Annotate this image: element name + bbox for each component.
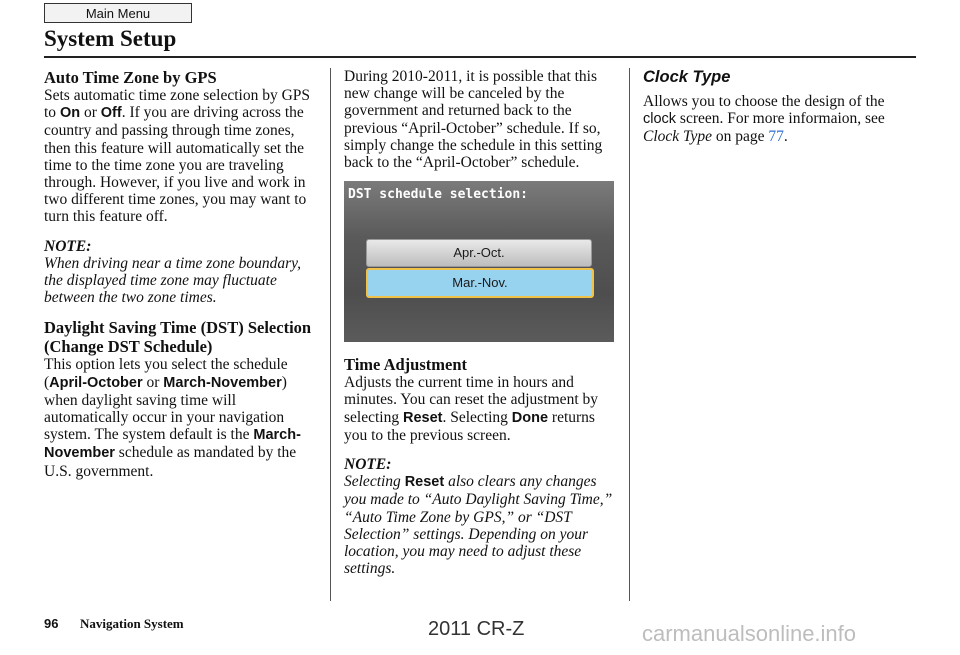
screen-title: DST schedule selection: bbox=[348, 187, 529, 203]
clock-word: clock bbox=[643, 111, 677, 128]
note2-reset: Reset bbox=[404, 474, 445, 491]
option-mar-nov: Mar.-Nov. bbox=[366, 268, 594, 298]
note2-text bbox=[344, 473, 620, 577]
dst-text-2: ) when daylight saving time will automatically occur in your navigation system. The system default is the bbox=[44, 373, 287, 444]
clock-text-1: Allows you to choose the design of the bbox=[643, 93, 885, 110]
clock-text-4: . bbox=[783, 128, 788, 146]
time-text-3: returns you to the previous screen. bbox=[344, 408, 595, 444]
time-done: Done bbox=[511, 409, 549, 426]
model-label: 2011 CR-Z bbox=[428, 618, 525, 640]
gps-text-1: Sets automatic time zone selection by GPS to bbox=[44, 87, 311, 122]
note2-text-2: also clears any changes you made to “Auto Daylight Saving Time,” “Auto Time Zone by GPS,” or “DST Selection” settings. Depending on your location, you may need to adjust these settings. bbox=[344, 473, 613, 578]
column-divider-1 bbox=[330, 68, 331, 601]
time-text-1: Adjusts the current time in hours and minutes. You can reset the adjustment by selecting bbox=[344, 374, 598, 426]
gps-text-2: . If you are driving across the country and passing through time zones, then this feature will automatically set the time to the time zone you are traveling through. However, if you live and work in two different time zones, you may want to turn this feature off. bbox=[44, 104, 307, 226]
clock-text-3: on page bbox=[712, 128, 769, 146]
note-text: When driving near a time zone boundary, the displayed time zone may fluctuate between the two zone times. bbox=[44, 254, 302, 307]
gps-on: On bbox=[59, 105, 81, 122]
dst-intro: During 2010-2011, it is possible that this new change will be canceled by the government and returned back to the previous “April-October” schedule. If so, simply change the schedule in this setting back to the “April-October” schedule. bbox=[344, 68, 603, 172]
gps-or: or bbox=[80, 104, 101, 122]
dst-heading: Daylight Saving Time (DST) Selection (Change DST Schedule) bbox=[44, 318, 312, 357]
clock-text-2: screen. For more informaion, see bbox=[676, 110, 885, 128]
column-2 bbox=[344, 68, 620, 577]
page-title: System Setup bbox=[44, 26, 177, 51]
watermark: carmanualsonline.info bbox=[642, 621, 857, 646]
dst-april-october: April-October bbox=[49, 374, 143, 391]
dst-text-3: schedule as mandated by the U.S. government. bbox=[44, 444, 297, 480]
page-number: 96 bbox=[44, 616, 59, 631]
note2-text-1: Selecting bbox=[344, 473, 405, 491]
note2-heading: NOTE: bbox=[344, 456, 392, 474]
clock-page-link[interactable]: 77 bbox=[768, 128, 784, 146]
column-1 bbox=[44, 68, 316, 480]
dst-paragraph bbox=[44, 356, 316, 479]
dst-default: March-November bbox=[44, 427, 301, 462]
gps-paragraph bbox=[44, 87, 316, 226]
dst-screen-image bbox=[344, 181, 614, 342]
gps-off: Off bbox=[100, 105, 122, 122]
title-divider bbox=[44, 56, 916, 58]
footer-label: Navigation System bbox=[80, 616, 184, 631]
clock-paragraph bbox=[643, 93, 917, 146]
time-paragraph bbox=[344, 374, 620, 444]
column-3 bbox=[643, 68, 917, 146]
dst-or: or bbox=[142, 373, 164, 391]
time-heading: Time Adjustment bbox=[344, 355, 467, 375]
main-menu-button[interactable]: Main Menu bbox=[44, 3, 192, 23]
dst-march-november: March-November bbox=[163, 374, 282, 391]
gps-heading: Auto Time Zone by GPS bbox=[44, 68, 217, 87]
clock-heading: Clock Type bbox=[643, 68, 731, 86]
column-divider-2 bbox=[629, 68, 630, 601]
time-reset: Reset bbox=[402, 409, 443, 426]
note-heading: NOTE: bbox=[44, 237, 92, 255]
time-text-2: . Selecting bbox=[442, 408, 512, 426]
clock-ref: Clock Type bbox=[643, 128, 713, 146]
dst-text-1: This option lets you select the schedule ( bbox=[44, 356, 288, 391]
option-apr-oct: Apr.-Oct. bbox=[366, 239, 592, 267]
